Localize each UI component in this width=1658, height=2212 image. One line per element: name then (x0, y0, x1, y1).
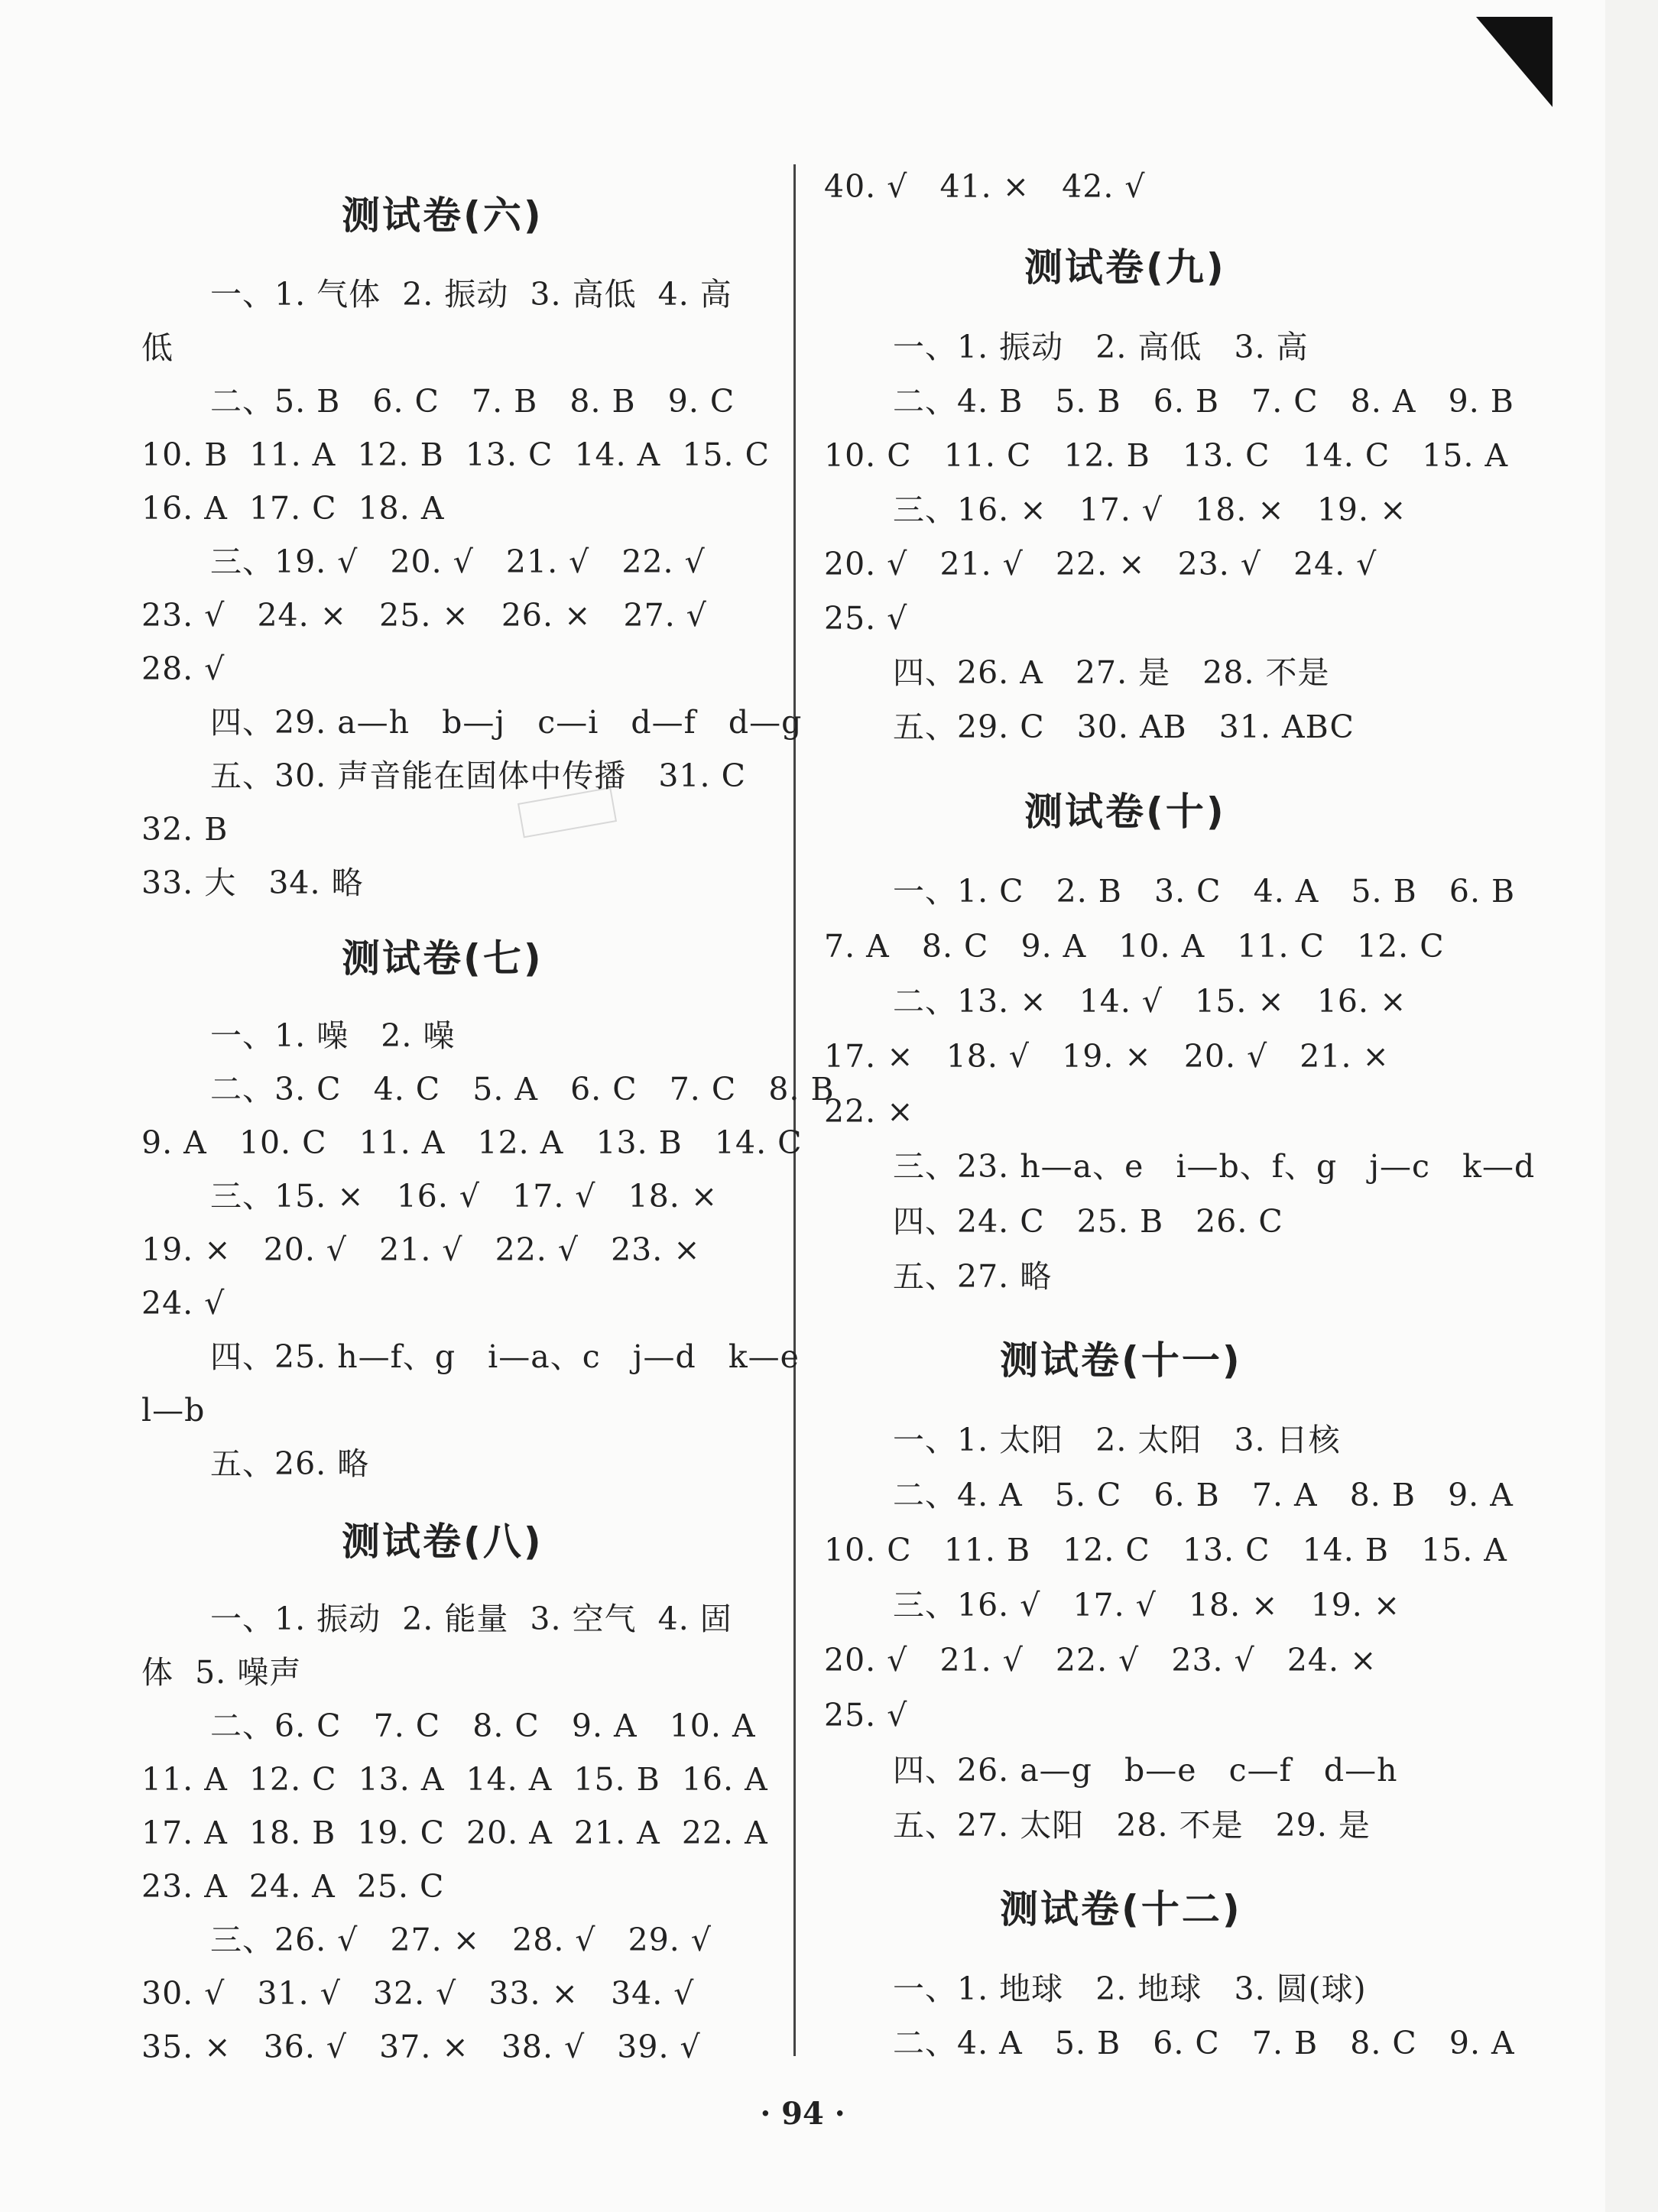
answer-line: 一、1. 振动 2. 高低 3. 高 (893, 329, 1309, 365)
answer-line: 五、26. 略 (210, 1445, 370, 1482)
answer-line: 一、1. 太阳 2. 太阳 3. 日核 (893, 1422, 1341, 1458)
answer-line: 五、27. 略 (893, 1258, 1053, 1295)
answer-line: 23. A 24. A 25. C (141, 1868, 445, 1905)
answer-line: 二、4. B 5. B 6. B 7. C 8. A 9. B (893, 383, 1514, 420)
section-title: 测试卷(六) (342, 193, 543, 238)
answer-line: 25. √ (824, 600, 908, 637)
answer-line: 体 5. 噪声 (141, 1654, 302, 1691)
answer-line: 五、30. 声音能在固体中传播 31. C (210, 757, 746, 794)
answer-line: 低 (141, 329, 174, 366)
answer-line: 9. A 10. C 11. A 12. A 13. B 14. C (141, 1124, 803, 1161)
answer-line: 二、13. × 14. √ 15. × 16. × (893, 983, 1407, 1020)
answer-line: 20. √ 21. √ 22. √ 23. √ 24. × (824, 1642, 1377, 1678)
answer-line: 五、27. 太阳 28. 不是 29. 是 (893, 1807, 1371, 1844)
answer-line: 二、4. A 5. B 6. C 7. B 8. C 9. A (893, 2025, 1515, 2061)
answer-line: 五、29. C 30. AB 31. ABC (893, 709, 1355, 745)
answer-line: 一、1. 噪 2. 噪 (210, 1017, 456, 1054)
answer-line: 10. B 11. A 12. B 13. C 14. A 15. C (141, 436, 770, 473)
answer-line: 10. C 11. B 12. C 13. C 14. B 15. A (824, 1532, 1507, 1568)
section-title: 测试卷(十) (1024, 790, 1226, 834)
answer-line: 三、23. h—a、e i—b、f、g j—c k—d (893, 1148, 1536, 1185)
corner-tab (1476, 17, 1553, 107)
answer-line: 三、16. × 17. √ 18. × 19. × (893, 491, 1407, 528)
answer-line: 四、25. h—f、g i—a、c j—d k—e (210, 1338, 800, 1375)
answer-line: 40. √ 41. × 42. √ (824, 168, 1146, 205)
answer-line: 7. A 8. C 9. A 10. A 11. C 12. C (824, 928, 1445, 965)
answer-line: 17. A 18. B 19. C 20. A 21. A 22. A (141, 1815, 768, 1851)
answer-line: 20. √ 21. √ 22. × 23. √ 24. √ (824, 546, 1377, 582)
answer-line: 四、24. C 25. B 26. C (893, 1203, 1283, 1240)
answer-line: 16. A 17. C 18. A (141, 490, 445, 527)
answer-line: 25. √ (824, 1697, 908, 1734)
answer-line: 11. A 12. C 13. A 14. A 15. B 16. A (141, 1761, 768, 1798)
answer-line: 三、15. × 16. √ 17. √ 18. × (210, 1178, 719, 1215)
answer-line: 二、3. C 4. C 5. A 6. C 7. C 8. B (210, 1071, 835, 1108)
section-title: 测试卷(十二) (1000, 1887, 1242, 1931)
answer-line: 32. B (141, 811, 229, 848)
answer-line: 二、5. B 6. C 7. B 8. B 9. C (210, 383, 735, 420)
answer-line: 四、26. a—g b—e c—f d—h (893, 1752, 1398, 1789)
section-title: 测试卷(七) (342, 936, 543, 981)
answer-line: 二、4. A 5. C 6. B 7. A 8. B 9. A (893, 1477, 1514, 1513)
answer-line: 19. × 20. √ 21. √ 22. √ 23. × (141, 1231, 701, 1268)
answer-line: 33. 大 34. 略 (141, 864, 364, 901)
answer-line: 28. √ (141, 650, 226, 687)
answer-line: 17. × 18. √ 19. × 20. √ 21. × (824, 1038, 1390, 1075)
answer-line: 三、19. √ 20. √ 21. √ 22. √ (210, 543, 706, 580)
answer-line: 二、6. C 7. C 8. C 9. A 10. A (210, 1708, 756, 1744)
answer-line: 一、1. C 2. B 3. C 4. A 5. B 6. B (893, 873, 1516, 910)
answer-line: 35. × 36. √ 37. × 38. √ 39. √ (141, 2029, 701, 2065)
answer-line: 一、1. 气体 2. 振动 3. 高低 4. 高 (210, 276, 732, 313)
answer-line: 四、26. A 27. 是 28. 不是 (893, 654, 1330, 691)
answer-line: 30. √ 31. √ 32. √ 33. × 34. √ (141, 1975, 695, 2012)
page-number: · 94 · (760, 2096, 845, 2132)
answer-line: 一、1. 振动 2. 能量 3. 空气 4. 固 (210, 1601, 732, 1637)
answer-line: l—b (141, 1392, 206, 1429)
answer-line: 24. √ (141, 1285, 226, 1322)
answer-line: 三、26. √ 27. × 28. √ 29. √ (210, 1922, 712, 1958)
answer-line: 三、16. √ 17. √ 18. × 19. × (893, 1587, 1401, 1623)
answer-line: 一、1. 地球 2. 地球 3. 圆(球) (893, 1970, 1367, 2007)
answer-line: 23. √ 24. × 25. × 26. × 27. √ (141, 597, 707, 634)
answer-line: 10. C 11. C 12. B 13. C 14. C 15. A (824, 437, 1509, 474)
section-title: 测试卷(十一) (1000, 1338, 1242, 1383)
section-title: 测试卷(九) (1024, 245, 1226, 290)
answer-line: 22. × (824, 1093, 914, 1130)
section-title: 测试卷(八) (342, 1520, 543, 1564)
answer-line: 四、29. a—h b—j c—i d—f d—g (210, 704, 803, 741)
